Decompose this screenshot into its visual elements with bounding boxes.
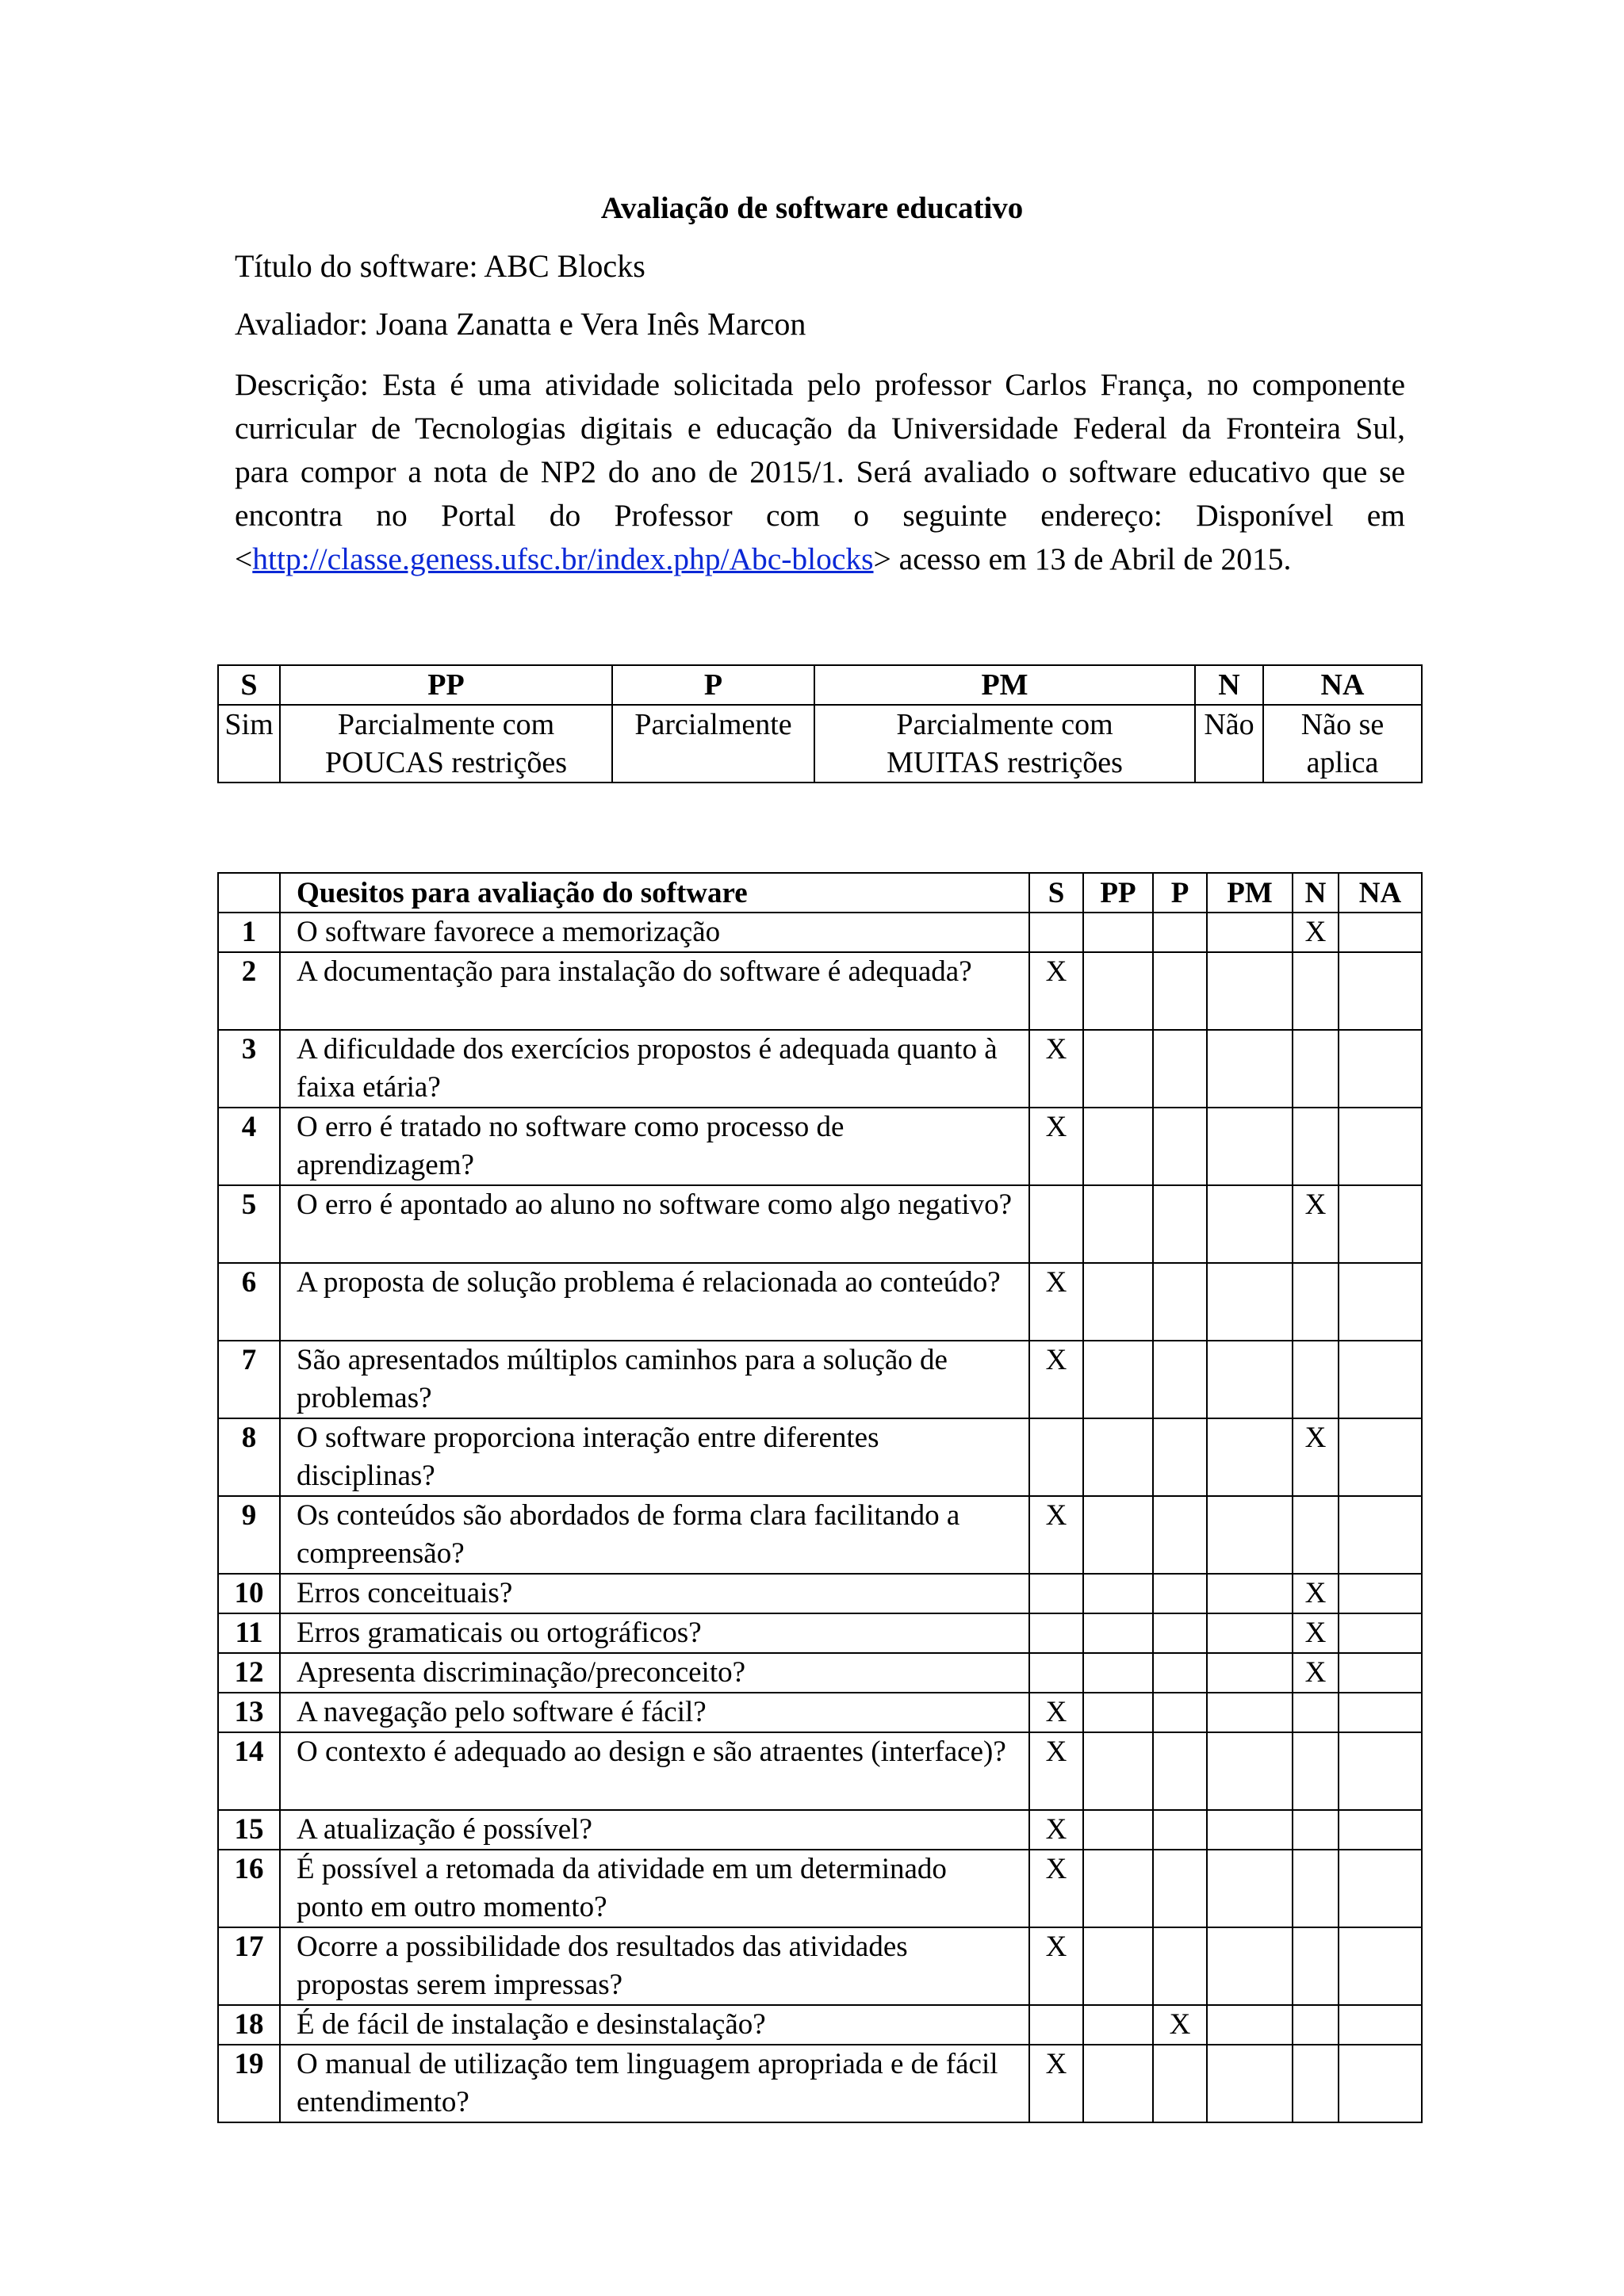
rating-cell-pp (1083, 1574, 1153, 1613)
rating-cell-p: X (1153, 2005, 1207, 2045)
rating-cell-p (1153, 1810, 1207, 1850)
rating-cell-s: X (1029, 1030, 1083, 1108)
rating-cell-n: X (1293, 1613, 1339, 1653)
rating-cell-pp (1083, 1693, 1153, 1732)
rating-cell-s (1029, 2005, 1083, 2045)
rating-cell-p (1153, 1030, 1207, 1108)
rating-cell-n (1293, 2045, 1339, 2122)
criterion-text: A atualização é possível? (280, 1810, 1029, 1850)
description-line-4: encontra no Portal do Professor com o seguinte endereço: Disponível em (235, 498, 1405, 533)
evaluation-row (218, 1030, 1422, 1108)
rating-cell-pp (1083, 1185, 1153, 1263)
rating-cell-pm (1207, 1693, 1293, 1732)
rating-cell-pm (1207, 1496, 1293, 1574)
rating-cell-na (1339, 1850, 1422, 1927)
description-line-1: Descrição: Esta é uma atividade solicitada pelo professor Carlos França, no componente (235, 367, 1405, 402)
rating-cell-p (1153, 1496, 1207, 1574)
description-line-5 (235, 538, 1405, 581)
rating-cell-s (1029, 1185, 1083, 1263)
rating-cell-na (1339, 1185, 1422, 1263)
rating-cell-na (1339, 1108, 1422, 1185)
rating-cell-n: X (1293, 1418, 1339, 1496)
criterion-number: 8 (218, 1418, 280, 1496)
criterion-text: São apresentados múltiplos caminhos para a solução de problemas? (280, 1341, 1029, 1418)
criterion-text: O software proporciona interação entre diferentes disciplinas? (280, 1418, 1029, 1496)
rating-cell-s: X (1029, 1810, 1083, 1850)
rating-cell-pp (1083, 1653, 1153, 1693)
rating-cell-n (1293, 1732, 1339, 1810)
column-header-na: NA (1339, 873, 1422, 913)
rating-cell-pp (1083, 1613, 1153, 1653)
rating-cell-n (1293, 1810, 1339, 1850)
rating-cell-p (1153, 952, 1207, 1030)
rating-cell-p (1153, 1341, 1207, 1418)
evaluation-row (218, 1341, 1422, 1418)
evaluation-row (218, 1185, 1422, 1263)
criterion-text: O erro é tratado no software como processo de aprendizagem? (280, 1108, 1029, 1185)
rating-cell-s: X (1029, 952, 1083, 1030)
evaluation-row (218, 2045, 1422, 2122)
rating-cell-na (1339, 1263, 1422, 1341)
rating-cell-p (1153, 1693, 1207, 1732)
evaluation-row (218, 1732, 1422, 1810)
rating-cell-pm (1207, 1613, 1293, 1653)
column-header-pp: PP (1083, 873, 1153, 913)
criterion-text: Os conteúdos são abordados de forma clara facilitando a compreensão? (280, 1496, 1029, 1574)
rating-cell-pp (1083, 952, 1153, 1030)
criterion-number: 14 (218, 1732, 280, 1810)
criterion-text: Erros gramaticais ou ortográficos? (280, 1613, 1029, 1653)
criterion-text: Apresenta discriminação/preconceito? (280, 1653, 1029, 1693)
rating-cell-s: X (1029, 1263, 1083, 1341)
rating-cell-p (1153, 1850, 1207, 1927)
criterion-text: A dificuldade dos exercícios propostos é adequada quanto à faixa etária? (280, 1030, 1029, 1108)
legend-label-na: Não se aplica (1263, 705, 1422, 783)
rating-cell-na (1339, 1927, 1422, 2005)
criterion-number: 7 (218, 1341, 280, 1418)
evaluation-header-row (218, 873, 1422, 913)
column-header-n: N (1293, 873, 1339, 913)
criterion-number: 3 (218, 1030, 280, 1108)
rating-cell-pp (1083, 1341, 1153, 1418)
rating-cell-pp (1083, 1732, 1153, 1810)
rating-cell-n (1293, 1693, 1339, 1732)
criterion-text: O manual de utilização tem linguagem apropriada e de fácil entendimento? (280, 2045, 1029, 2122)
evaluator-line: Avaliador: Joana Zanatta e Vera Inês Marcon (235, 306, 806, 342)
rating-cell-pp (1083, 1927, 1153, 2005)
criterion-number: 6 (218, 1263, 280, 1341)
evaluation-row (218, 1653, 1422, 1693)
rating-cell-n: X (1293, 1574, 1339, 1613)
rating-cell-pp (1083, 1263, 1153, 1341)
criterion-number: 1 (218, 913, 280, 952)
column-header-pm: PM (1207, 873, 1293, 913)
evaluation-row (218, 952, 1422, 1030)
rating-cell-n (1293, 2005, 1339, 2045)
criterion-number: 5 (218, 1185, 280, 1263)
rating-cell-pm (1207, 1108, 1293, 1185)
rating-cell-pm (1207, 2045, 1293, 2122)
criterion-number: 16 (218, 1850, 280, 1927)
criterion-number: 9 (218, 1496, 280, 1574)
rating-cell-s (1029, 1613, 1083, 1653)
evaluation-row (218, 1418, 1422, 1496)
rating-cell-n: X (1293, 1185, 1339, 1263)
description-paragraph (235, 363, 1405, 581)
rating-cell-p (1153, 1185, 1207, 1263)
rating-cell-p (1153, 1263, 1207, 1341)
rating-cell-pm (1207, 2005, 1293, 2045)
criterion-text: A documentação para instalação do software é adequada? (280, 952, 1029, 1030)
rating-cell-n (1293, 952, 1339, 1030)
rating-cell-n: X (1293, 1653, 1339, 1693)
legend-code-pp: PP (280, 665, 612, 705)
rating-cell-s (1029, 913, 1083, 952)
rating-cell-pp (1083, 2005, 1153, 2045)
evaluation-row (218, 1613, 1422, 1653)
criterion-text: A navegação pelo software é fácil? (280, 1693, 1029, 1732)
evaluation-row (218, 2005, 1422, 2045)
rating-cell-pm (1207, 1418, 1293, 1496)
evaluation-row (218, 1108, 1422, 1185)
evaluation-row (218, 1927, 1422, 2005)
rating-cell-s: X (1029, 1108, 1083, 1185)
criterion-number: 17 (218, 1927, 280, 2005)
rating-cell-n (1293, 1341, 1339, 1418)
rating-cell-pm (1207, 1185, 1293, 1263)
rating-cell-na (1339, 1574, 1422, 1613)
rating-cell-pm (1207, 1927, 1293, 2005)
rating-cell-s: X (1029, 2045, 1083, 2122)
rating-cell-pm (1207, 1810, 1293, 1850)
rating-cell-pp (1083, 1030, 1153, 1108)
evaluation-row (218, 1496, 1422, 1574)
rating-cell-pp (1083, 1108, 1153, 1185)
rating-cell-na (1339, 1693, 1422, 1732)
rating-cell-na (1339, 1496, 1422, 1574)
rating-cell-p (1153, 1732, 1207, 1810)
rating-cell-s: X (1029, 1496, 1083, 1574)
rating-cell-na (1339, 913, 1422, 952)
rating-cell-s (1029, 1574, 1083, 1613)
rating-cell-pp (1083, 1850, 1153, 1927)
rating-cell-n (1293, 1030, 1339, 1108)
evaluation-row (218, 1693, 1422, 1732)
number-header (218, 873, 280, 913)
legend-label-p: Parcialmente (612, 705, 814, 783)
rating-cell-n (1293, 1927, 1339, 2005)
evaluation-row (218, 913, 1422, 952)
description-line-2: curricular de Tecnologias digitais e educação da Universidade Federal da Fronteira Sul, (235, 411, 1405, 446)
rating-cell-pm (1207, 1850, 1293, 1927)
evaluation-row (218, 1850, 1422, 1927)
rating-cell-pp (1083, 1496, 1153, 1574)
evaluation-row (218, 1263, 1422, 1341)
criterion-text: O software favorece a memorização (280, 913, 1029, 952)
rating-cell-s: X (1029, 1341, 1083, 1418)
evaluation-row (218, 1574, 1422, 1613)
rating-cell-pm (1207, 1341, 1293, 1418)
legend-table (217, 664, 1423, 783)
rating-cell-p (1153, 1418, 1207, 1496)
criterion-number: 4 (218, 1108, 280, 1185)
legend-label-n: Não (1195, 705, 1263, 783)
rating-cell-na (1339, 1030, 1422, 1108)
rating-cell-na (1339, 1341, 1422, 1418)
rating-cell-na (1339, 2005, 1422, 2045)
description-line-3: para compor a nota de NP2 do ano de 2015/1. Será avaliado o software educativo que se (235, 454, 1405, 489)
rating-cell-pp (1083, 1418, 1153, 1496)
document-title: Avaliação de software educativo (600, 191, 1024, 225)
criterion-text: É possível a retomada da atividade em um determinado ponto em outro momento? (280, 1850, 1029, 1927)
rating-cell-s: X (1029, 1850, 1083, 1927)
rating-cell-s: X (1029, 1732, 1083, 1810)
software-url-link[interactable]: http://classe.geness.ufsc.br/index.php/Abc-blocks (252, 541, 874, 576)
link-open-bracket: < (235, 541, 253, 576)
legend-label-pm: Parcialmente com MUITAS restrições (814, 705, 1195, 783)
rating-cell-n (1293, 1850, 1339, 1927)
criterion-text: O contexto é adequado ao design e são atraentes (interface)? (280, 1732, 1029, 1810)
evaluation-row (218, 1810, 1422, 1850)
rating-cell-na (1339, 1810, 1422, 1850)
rating-cell-s: X (1029, 1927, 1083, 2005)
legend-code-p: P (612, 665, 814, 705)
legend-code-na: NA (1263, 665, 1422, 705)
legend-code-n: N (1195, 665, 1263, 705)
rating-cell-pp (1083, 913, 1153, 952)
rating-cell-na (1339, 2045, 1422, 2122)
criterion-text: A proposta de solução problema é relacionada ao conteúdo? (280, 1263, 1029, 1341)
rating-cell-na (1339, 952, 1422, 1030)
rating-cell-n (1293, 1496, 1339, 1574)
legend-header-row (218, 665, 1422, 705)
rating-cell-na (1339, 1418, 1422, 1496)
rating-cell-pp (1083, 2045, 1153, 2122)
rating-cell-p (1153, 913, 1207, 952)
legend-code-pm: PM (814, 665, 1195, 705)
rating-cell-p (1153, 2045, 1207, 2122)
rating-cell-pm (1207, 1732, 1293, 1810)
rating-cell-pm (1207, 1263, 1293, 1341)
criterion-number: 15 (218, 1810, 280, 1850)
criteria-header: Quesitos para avaliação do software (280, 873, 1029, 913)
criterion-number: 19 (218, 2045, 280, 2122)
legend-label-row (218, 705, 1422, 783)
legend-label-pp: Parcialmente com POUCAS restrições (280, 705, 612, 783)
rating-cell-na (1339, 1653, 1422, 1693)
rating-cell-pp (1083, 1810, 1153, 1850)
criterion-text: Erros conceituais? (280, 1574, 1029, 1613)
rating-cell-s (1029, 1418, 1083, 1496)
criterion-number: 2 (218, 952, 280, 1030)
column-header-s: S (1029, 873, 1083, 913)
criterion-text: Ocorre a possibilidade dos resultados das atividades propostas serem impressas? (280, 1927, 1029, 2005)
rating-cell-na (1339, 1613, 1422, 1653)
rating-cell-p (1153, 1613, 1207, 1653)
legend-label-s: Sim (218, 705, 280, 783)
criterion-number: 10 (218, 1574, 280, 1613)
criterion-number: 11 (218, 1613, 280, 1653)
rating-cell-s: X (1029, 1693, 1083, 1732)
rating-cell-n: X (1293, 913, 1339, 952)
evaluation-table (217, 872, 1423, 2123)
rating-cell-pm (1207, 952, 1293, 1030)
rating-cell-p (1153, 1574, 1207, 1613)
rating-cell-pm (1207, 1574, 1293, 1613)
rating-cell-n (1293, 1108, 1339, 1185)
criterion-text: É de fácil de instalação e desinstalação? (280, 2005, 1029, 2045)
rating-cell-s (1029, 1653, 1083, 1693)
legend-code-s: S (218, 665, 280, 705)
rating-cell-na (1339, 1732, 1422, 1810)
column-header-p: P (1153, 873, 1207, 913)
rating-cell-pm (1207, 913, 1293, 952)
rating-cell-n (1293, 1263, 1339, 1341)
access-date-text: > acesso em 13 de Abril de 2015. (873, 541, 1292, 576)
software-title-line: Título do software: ABC Blocks (235, 248, 645, 284)
rating-cell-pm (1207, 1653, 1293, 1693)
rating-cell-p (1153, 1108, 1207, 1185)
criterion-number: 18 (218, 2005, 280, 2045)
criterion-number: 13 (218, 1693, 280, 1732)
criterion-text: O erro é apontado ao aluno no software como algo negativo? (280, 1185, 1029, 1263)
rating-cell-p (1153, 1653, 1207, 1693)
rating-cell-pm (1207, 1030, 1293, 1108)
rating-cell-p (1153, 1927, 1207, 2005)
criterion-number: 12 (218, 1653, 280, 1693)
